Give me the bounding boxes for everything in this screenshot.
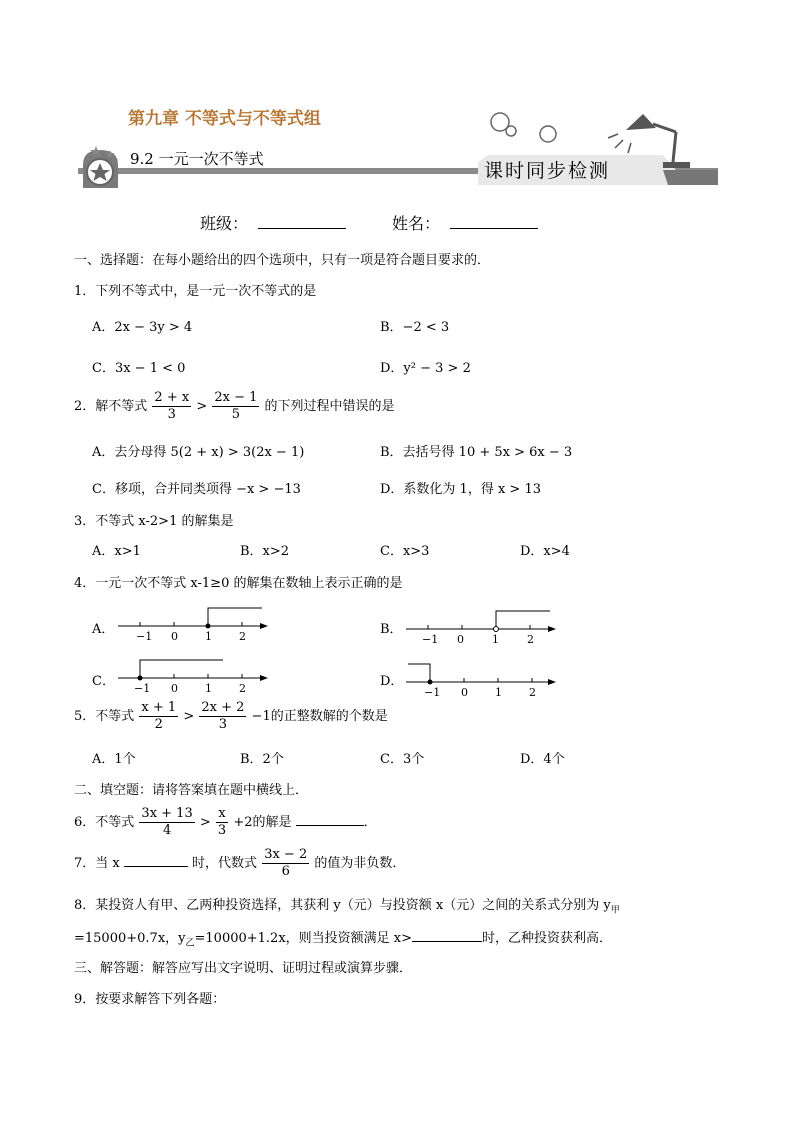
q5-option-b[interactable]: B．2个 xyxy=(240,752,284,767)
tick-2: 2 xyxy=(239,630,246,643)
q1-stem: 1．下列不等式中，是一元一次不等式的是 xyxy=(74,284,317,299)
q1-option-c[interactable]: C．3x − 1 < 0 xyxy=(92,361,186,376)
q6-answer-blank[interactable] xyxy=(296,825,364,826)
q1-option-b[interactable]: B．−2 < 3 xyxy=(380,320,450,335)
tick-2: 2 xyxy=(239,682,246,695)
q4-numberline-c xyxy=(110,652,270,697)
q2-option-c[interactable]: C．移项，合并同类项得 −x > −13 xyxy=(92,482,301,497)
q8-answer-blank[interactable] xyxy=(412,941,482,942)
q4-stem: 4．一元一次不等式 x-1≥0 的解集在数轴上表示正确的是 xyxy=(74,576,403,591)
q6-fraction-2: $\frac{x}{3}$ xyxy=(217,806,227,838)
tick-neg1: −1 xyxy=(424,686,441,699)
q1-option-a[interactable]: A．2x − 3y > 4 xyxy=(92,320,193,335)
q4-option-d[interactable]: D． xyxy=(380,674,404,689)
tick-0: 0 xyxy=(171,630,178,643)
tick-1: 1 xyxy=(205,630,212,643)
q1-option-d[interactable]: D．y² − 3 > 2 xyxy=(380,361,471,376)
q8-line-1: 8．某投资人有甲、乙两种投资选择，其获利 y（元）与投资额 x（元）之间的关系式分别为 $y_甲$ xyxy=(74,898,620,916)
banner-label: 课时同步检测 xyxy=(484,160,611,182)
q6-stem: 6．不等式 $\frac{3x + 13}{4}$ > $\frac{x}{3}$ +2的解是 ． xyxy=(74,806,377,838)
q4-option-c[interactable]: C． xyxy=(92,674,115,689)
q5-option-a[interactable]: A．1个 xyxy=(92,752,136,767)
q7-stem: 7．当 x 时，代数式 $\frac{3x - 2}{6}$ 的值为非负数． xyxy=(74,847,406,879)
tick-neg1: −1 xyxy=(422,633,439,646)
class-label: 班级： xyxy=(200,214,249,233)
name-blank[interactable] xyxy=(450,212,538,229)
tick-2: 2 xyxy=(527,633,534,646)
q8-line-2: =15000+0.7x，$y_乙=10000+1.2x$，则当投资额满足 x> 时，乙种投资获利高． xyxy=(74,931,613,949)
tick-2: 2 xyxy=(529,686,536,699)
chapter-title: 第九章 不等式与不等式组 xyxy=(128,109,321,129)
q3-option-b[interactable]: B．x>2 xyxy=(240,544,290,559)
q4-numberline-b xyxy=(398,603,558,648)
q3-option-d[interactable]: D．x>4 xyxy=(520,544,570,559)
q3-option-c[interactable]: C．x>3 xyxy=(380,544,430,559)
q2-fraction-2: $\frac{2x - 1}{5}$ xyxy=(214,390,258,422)
q5-option-d[interactable]: D．4个 xyxy=(520,752,565,767)
q4-option-a[interactable]: A． xyxy=(92,622,115,637)
q9-stem: 9．按要求解答下列各题： xyxy=(74,992,226,1007)
section-1-heading: 一、选择题：在每小题给出的四个选项中，只有一项是符合题目要求的． xyxy=(74,253,491,268)
q5-stem: 5．不等式 $\frac{x + 1}{2}$ > $\frac{2x + 2}{3}$ −1的正整数解的个数是 xyxy=(74,700,388,732)
tick-1: 1 xyxy=(495,686,502,699)
q4-numberline-a xyxy=(110,600,270,645)
tick-1: 1 xyxy=(492,633,499,646)
q5-fraction-1: $\frac{x + 1}{2}$ xyxy=(141,700,177,732)
q5-option-c[interactable]: C．3个 xyxy=(380,752,425,767)
tick-neg1: −1 xyxy=(134,682,151,695)
tick-0: 0 xyxy=(461,686,468,699)
tick-1: 1 xyxy=(205,682,212,695)
q2-fraction-1: $\frac{2 + x}{3}$ xyxy=(154,390,190,422)
tick-0: 0 xyxy=(457,633,464,646)
q5-fraction-2: $\frac{2x + 2}{3}$ xyxy=(201,700,245,732)
q3-option-a[interactable]: A．x>1 xyxy=(92,544,141,559)
q7-fraction: $\frac{3x - 2}{6}$ xyxy=(264,847,308,879)
name-label: 姓名： xyxy=(392,214,441,233)
q2-option-d[interactable]: D．系数化为 1，得 x > 13 xyxy=(380,482,541,497)
section-title: 9.2 一元一次不等式 xyxy=(130,150,264,168)
tick-0: 0 xyxy=(171,682,178,695)
q6-fraction-1: $\frac{3x + 13}{4}$ xyxy=(141,806,193,838)
q4-numberline-d xyxy=(398,656,558,701)
q2-stem: 2．解不等式 $\frac{2 + x}{3}$ > $\frac{2x - 1}{5}$ 的下列过程中错误的是 xyxy=(74,390,395,422)
section-3-heading: 三、解答题：解答应写出文字说明、证明过程或演算步骤． xyxy=(74,961,413,976)
q2-option-b[interactable]: B．去括号得 10 + 5x > 6x − 3 xyxy=(380,445,573,460)
q4-option-b[interactable]: B． xyxy=(380,622,403,637)
section-2-heading: 二、填空题：请将答案填在题中横线上． xyxy=(74,783,309,798)
q7-answer-blank[interactable] xyxy=(124,866,188,867)
class-blank[interactable] xyxy=(258,212,346,229)
tick-neg1: −1 xyxy=(136,630,153,643)
q2-option-a[interactable]: A．去分母得 5(2 + x) > 3(2x − 1) xyxy=(92,445,305,460)
q3-stem: 3．不等式 x-2>1 的解集是 xyxy=(74,514,234,529)
